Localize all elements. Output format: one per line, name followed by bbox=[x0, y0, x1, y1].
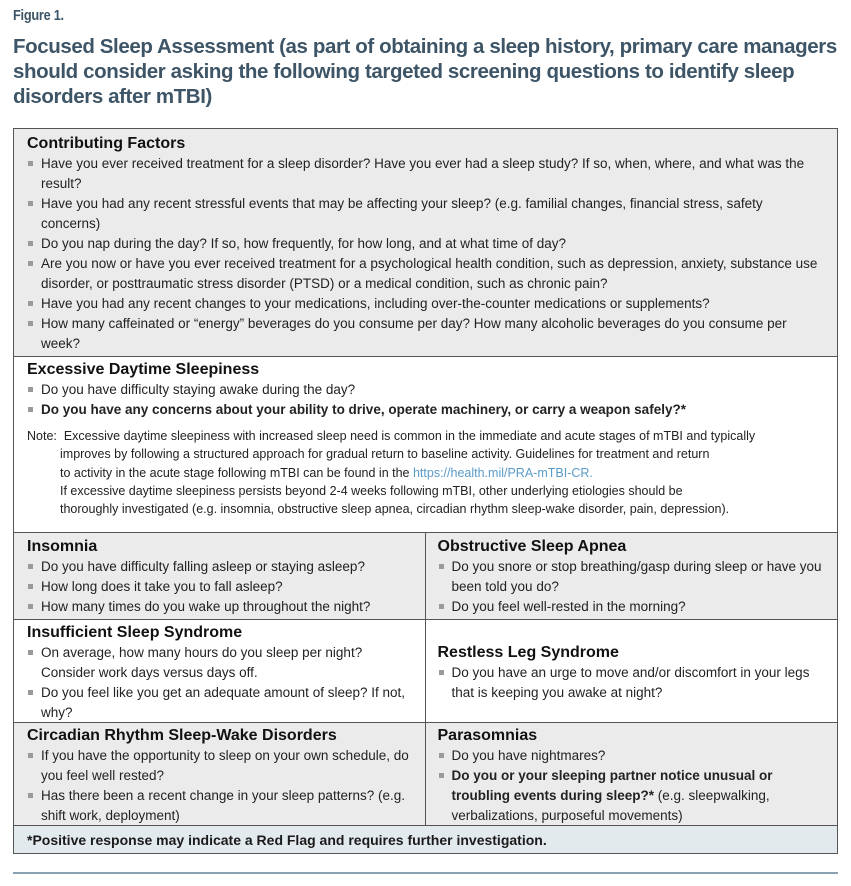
section-contributing-factors bbox=[14, 129, 837, 357]
note-text: to activity in the acute stage following mTBI can be found in the bbox=[60, 465, 413, 480]
section-obstructive-sleep-apnea bbox=[426, 533, 838, 619]
question-item: How many times do you wake up throughout the night? bbox=[27, 597, 417, 617]
question-item: How long does it take you to fall asleep? bbox=[27, 577, 417, 597]
question-detail: (e.g. sleepwalking, verbalizations, purposeful movements) bbox=[451, 788, 770, 824]
section-insomnia bbox=[14, 533, 426, 619]
section-title: Circadian Rhythm Sleep-Wake Disorders bbox=[27, 727, 337, 745]
section-title: Obstructive Sleep Apnea bbox=[437, 538, 627, 556]
section-title: Insufficient Sleep Syndrome bbox=[27, 624, 243, 642]
note-block bbox=[27, 427, 825, 518]
figure-title: Focused Sleep Assessment (as part of obtaining a sleep history, primary care managers should consider asking the following targeted screening questions to identify sleep disorders after mTBI) bbox=[13, 35, 837, 108]
section-title: Excessive Daytime Sleepiness bbox=[27, 361, 260, 378]
section-title: Insomnia bbox=[27, 538, 98, 556]
question-item: Do you feel well-rested in the morning? bbox=[438, 597, 830, 617]
question-item: Do you have difficulty staying awake during the day? bbox=[27, 380, 825, 400]
question-item: On average, how many hours do you sleep per night? Consider work days versus days off. bbox=[27, 643, 417, 683]
row-insomnia-osa bbox=[14, 533, 837, 620]
section-insufficient-sleep-syndrome bbox=[14, 620, 426, 722]
section-title: Restless Leg Syndrome bbox=[437, 644, 619, 662]
red-flag-question-item bbox=[438, 766, 830, 826]
section-circadian-rhythm bbox=[14, 723, 426, 825]
row-insufficient-rls bbox=[14, 620, 837, 723]
question-item: Has there been a recent change in your sleep patterns? (e.g. shift work, deployment) bbox=[27, 786, 417, 826]
bottom-divider bbox=[13, 872, 838, 874]
section-excessive-daytime-sleepiness bbox=[14, 357, 837, 533]
question-item: Have you ever received treatment for a sleep disorder? Have you ever had a sleep study? If so, when, where, and what was the result? bbox=[27, 154, 825, 194]
row-circadian-parasomnias bbox=[14, 723, 837, 826]
question-item: If you have the opportunity to sleep on your own schedule, do you feel well rested? bbox=[27, 746, 417, 786]
note-line: improves by following a structured approach for gradual return to baseline activity. Guidelines for treatment and return bbox=[60, 447, 710, 462]
question-item: Do you nap during the day? If so, how frequently, for how long, and at what time of day? bbox=[27, 234, 825, 254]
section-parasomnias bbox=[426, 723, 838, 825]
note-line: If excessive daytime sleepiness persists beyond 2-4 weeks following mTBI, other underlying etiologies should be bbox=[60, 483, 683, 498]
question-item: Have you had any recent stressful events that may be affecting your sleep? (e.g. familial changes, financial stress, safety concerns) bbox=[27, 194, 825, 234]
guidelines-link[interactable]: https://health.mil/PRA-mTBI-CR. bbox=[412, 465, 593, 480]
question-item: Do you have an urge to move and/or discomfort in your legs that is keeping you awake at night? bbox=[438, 663, 830, 703]
note-line: thoroughly investigated (e.g. insomnia, obstructive sleep apnea, circadian rhythm sleep-wake disorder, pain, depression). bbox=[60, 502, 730, 517]
section-title: Contributing Factors bbox=[27, 135, 186, 152]
question-item: Have you had any recent changes to your medications, including over-the-counter medications or supplements? bbox=[27, 294, 825, 314]
question-item: Do you have difficulty falling asleep or staying asleep? bbox=[27, 557, 417, 577]
question-item: Do you snore or stop breathing/gasp during sleep or have you been told you do? bbox=[438, 557, 830, 597]
figure-label: Figure 1. bbox=[13, 7, 64, 24]
note-label: Note: bbox=[27, 429, 57, 443]
section-title: Parasomnias bbox=[437, 727, 538, 745]
question-item: Do you feel like you get an adequate amount of sleep? If not, why? bbox=[27, 683, 417, 723]
note-line bbox=[27, 464, 825, 482]
red-flag-text: Do you or your sleeping partner notice unusual or troubling events during sleep?* bbox=[451, 768, 773, 804]
note-line: Excessive daytime sleepiness with increased sleep need is common in the immediate and acute stages of mTBI and typically bbox=[63, 429, 756, 443]
footnote-text: *Positive response may indicate a Red Flag and requires further investigation. bbox=[27, 832, 547, 849]
sleep-assessment-table bbox=[13, 128, 838, 854]
question-item: How many caffeinated or “energy” beverages do you consume per day? How many alcoholic beverages do you consume per week? bbox=[27, 314, 825, 354]
question-item: Are you now or have you ever received treatment for a psychological health condition, such as depression, anxiety, substance use disorder, or posttraumatic stress disorder (PTSD) or a medical condition, such as chronic pain? bbox=[27, 254, 825, 294]
red-flag-question-item: Do you have any concerns about your ability to drive, operate machinery, or carry a weapon safely?* bbox=[27, 400, 825, 420]
footnote-row bbox=[14, 826, 837, 853]
question-item: Do you have nightmares? bbox=[438, 746, 830, 766]
section-restless-leg-syndrome bbox=[426, 620, 838, 722]
